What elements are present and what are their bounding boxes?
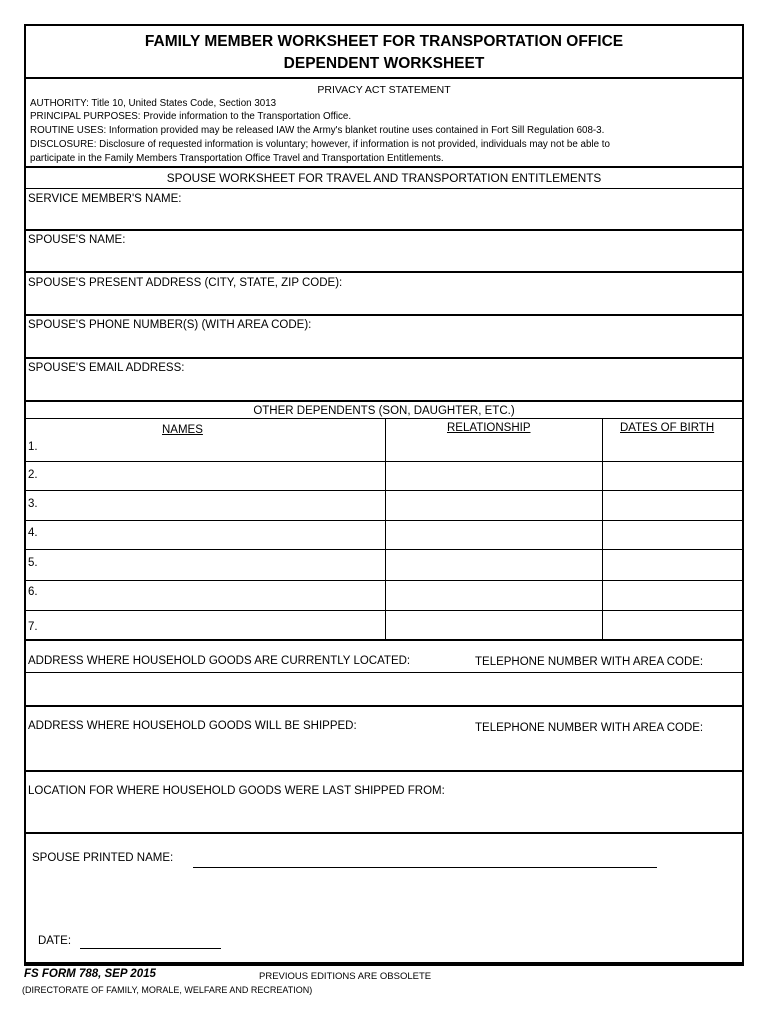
present-address-label: SPOUSE'S PRESENT ADDRESS (CITY, STATE, ZIP CODE):: [28, 277, 343, 289]
dependents-heading: OTHER DEPENDENTS (SON, DAUGHTER, ETC.): [253, 405, 515, 417]
hhg-current-address-field[interactable]: [26, 673, 742, 705]
privacy-purposes: PRINCIPAL PURPOSES: Provide information to the Transportation Office.: [30, 111, 352, 122]
row-divider: [26, 610, 742, 611]
date-label: DATE:: [38, 935, 72, 947]
hhg-last-shipped-field[interactable]: [26, 772, 742, 832]
obsolete-notice: PREVIOUS EDITIONS ARE OBSOLETE: [259, 971, 432, 982]
email-field[interactable]: [26, 359, 742, 400]
directorate-note: (DIRECTORATE OF FAMILY, MORALE, WELFARE AND RECREATION): [22, 985, 313, 995]
col-header-relationship: RELATIONSHIP: [447, 422, 531, 434]
service-member-name-field[interactable]: [26, 189, 742, 229]
dependent-row-5-number: 5.: [28, 557, 38, 569]
privacy-authority: AUTHORITY: Title 10, United States Code, Section 3013: [30, 98, 277, 109]
row-divider: [26, 520, 742, 521]
row-divider: [26, 639, 742, 641]
privacy-divider: [26, 166, 742, 168]
spouse-printed-name-line[interactable]: [193, 867, 657, 868]
column-divider: [385, 418, 386, 639]
spouse-printed-name-label: SPOUSE PRINTED NAME:: [32, 852, 174, 864]
row-divider: [26, 832, 742, 834]
dependent-row-7-number: 7.: [28, 621, 38, 633]
form-number: FS FORM 788, SEP 2015: [24, 968, 156, 980]
row-divider: [26, 400, 742, 402]
column-divider: [602, 418, 603, 639]
title-divider: [26, 77, 742, 79]
hhg-current-address-label: ADDRESS WHERE HOUSEHOLD GOODS ARE CURRENTLY LOCATED:: [28, 655, 411, 667]
dependent-row-6-number: 6.: [28, 586, 38, 598]
dependent-row-3-number: 3.: [28, 498, 38, 510]
privacy-routine-uses: ROUTINE USES: Information provided may be released IAW the Army's blanket routine uses contained in Fort Sill Regulation 608-3.: [30, 125, 605, 136]
date-line[interactable]: [80, 948, 221, 949]
form-title-line1: FAMILY MEMBER WORKSHEET FOR TRANSPORTATION OFFICE: [144, 33, 624, 50]
phone-field[interactable]: [26, 316, 742, 357]
service-member-name-label: SERVICE MEMBER'S NAME:: [28, 193, 182, 205]
row-divider: [26, 580, 742, 581]
phone-label: SPOUSE'S PHONE NUMBER(S) (WITH AREA CODE):: [28, 319, 312, 331]
dependent-row-4-number: 4.: [28, 527, 38, 539]
email-label: SPOUSE'S EMAIL ADDRESS:: [28, 362, 185, 374]
privacy-heading: PRIVACY ACT STATEMENT: [317, 84, 451, 96]
worksheet-form: [24, 24, 744, 966]
row-divider: [26, 490, 742, 491]
hhg-shipped-phone-label: TELEPHONE NUMBER WITH AREA CODE:: [475, 722, 704, 734]
form-title-line2: DEPENDENT WORKSHEET: [283, 55, 485, 72]
row-divider: [26, 418, 742, 419]
row-divider: [26, 549, 742, 550]
col-header-names: NAMES: [162, 424, 203, 436]
privacy-disclosure-cont: participate in the Family Members Transportation Office Travel and Transportation Entitlements.: [30, 153, 444, 164]
row-divider: [26, 461, 742, 462]
hhg-shipped-address-label: ADDRESS WHERE HOUSEHOLD GOODS WILL BE SHIPPED:: [28, 720, 357, 732]
hhg-last-shipped-label: LOCATION FOR WHERE HOUSEHOLD GOODS WERE LAST SHIPPED FROM:: [28, 785, 445, 797]
hhg-shipped-address-field[interactable]: [26, 707, 742, 770]
hhg-current-phone-label: TELEPHONE NUMBER WITH AREA CODE:: [475, 656, 704, 668]
spouse-name-field[interactable]: [26, 231, 742, 271]
dependent-row-1-number: 1.: [28, 441, 38, 453]
privacy-disclosure: DISCLOSURE: Disclosure of requested information is voluntary; however, if information is not provided, individuals may not be able to: [30, 139, 610, 150]
spouse-section-heading: SPOUSE WORKSHEET FOR TRAVEL AND TRANSPORTATION ENTITLEMENTS: [166, 171, 602, 185]
spouse-name-label: SPOUSE'S NAME:: [28, 234, 126, 246]
present-address-field[interactable]: [26, 273, 742, 314]
col-header-dates-of-birth: DATES OF BIRTH: [620, 422, 715, 434]
dependent-row-2-number: 2.: [28, 469, 38, 481]
